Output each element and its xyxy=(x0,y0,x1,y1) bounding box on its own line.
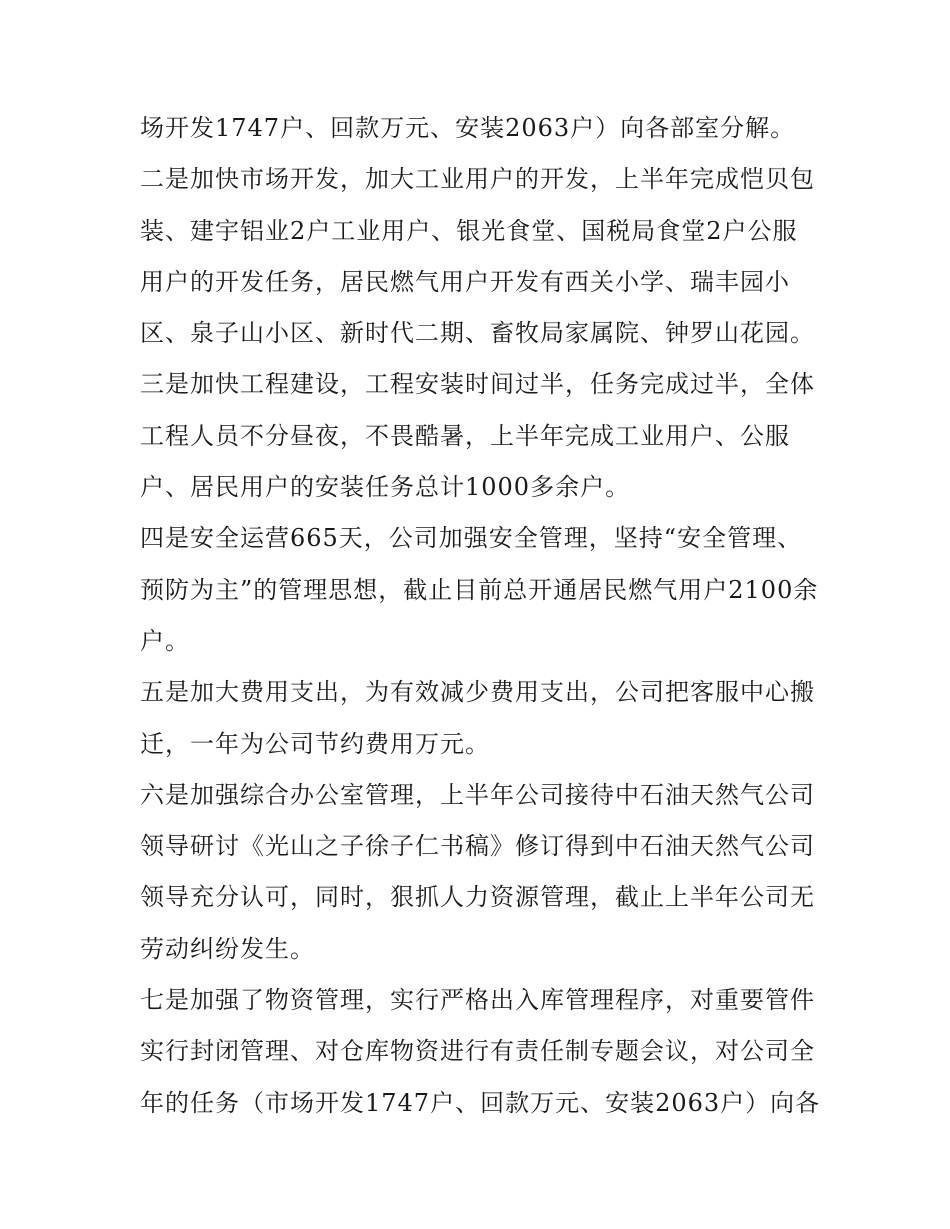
text-line: 户。 xyxy=(140,626,190,655)
text-line: 领导充分认可，同时，狠抓人力资源管理，截止上半年公司无 xyxy=(140,883,815,912)
text-line: 区、泉子山小区、新时代二期、畜牧局家属院、钟罗山花园。 xyxy=(140,319,815,348)
text-line: 劳动纠纷发生。 xyxy=(140,934,315,963)
text-line: 领导研讨《光山之子徐子仁书稿》修订得到中石油天然气公司 xyxy=(140,832,815,861)
text-line: 装、建宇铝业2户工业用户、银光食堂、国税局食堂2户公服 xyxy=(140,216,798,245)
text-line: 五是加大费用支出，为有效减少费用支出，公司把客服中心搬 xyxy=(140,678,815,707)
text-line: 场开发1747户、回款万元、安装2063户）向各部室分解。 xyxy=(140,114,796,142)
text-line: 实行封闭管理、对仓库物资进行有责任制专题会议，对公司全 xyxy=(140,1037,815,1066)
text-line: 迁，一年为公司节约费用万元。 xyxy=(140,729,490,758)
text-line: 年的任务（市场开发1747户、回款万元、安装2063户）向各 xyxy=(140,1088,821,1117)
text-line: 四是安全运营665天，公司加强安全管理，坚持“安全管理、 xyxy=(140,524,803,553)
text-line: 户、居民用户的安装任务总计1000多余户。 xyxy=(140,473,631,502)
text-line: 用户的开发任务，居民燃气用户开发有西关小学、瑞丰园小 xyxy=(140,267,790,296)
text-line: 七是加强了物资管理，实行严格出入库管理程序，对重要管件 xyxy=(140,986,815,1015)
text-line: 六是加强综合办公室管理，上半年公司接待中石油天然气公司 xyxy=(140,780,815,809)
text-line: 工程人员不分昼夜，不畏酷暑，上半年完成工业用户、公服 xyxy=(140,421,790,450)
text-line: 预防为主”的管理思想，截止目前总开通居民燃气用户2100余 xyxy=(140,575,819,604)
text-line: 三是加快工程建设，工程安装时间过半，任务完成过半，全体 xyxy=(140,370,815,399)
document-body xyxy=(140,103,830,1129)
text-line: 二是加快市场开发，加大工业用户的开发，上半年完成恺贝包 xyxy=(140,165,815,194)
